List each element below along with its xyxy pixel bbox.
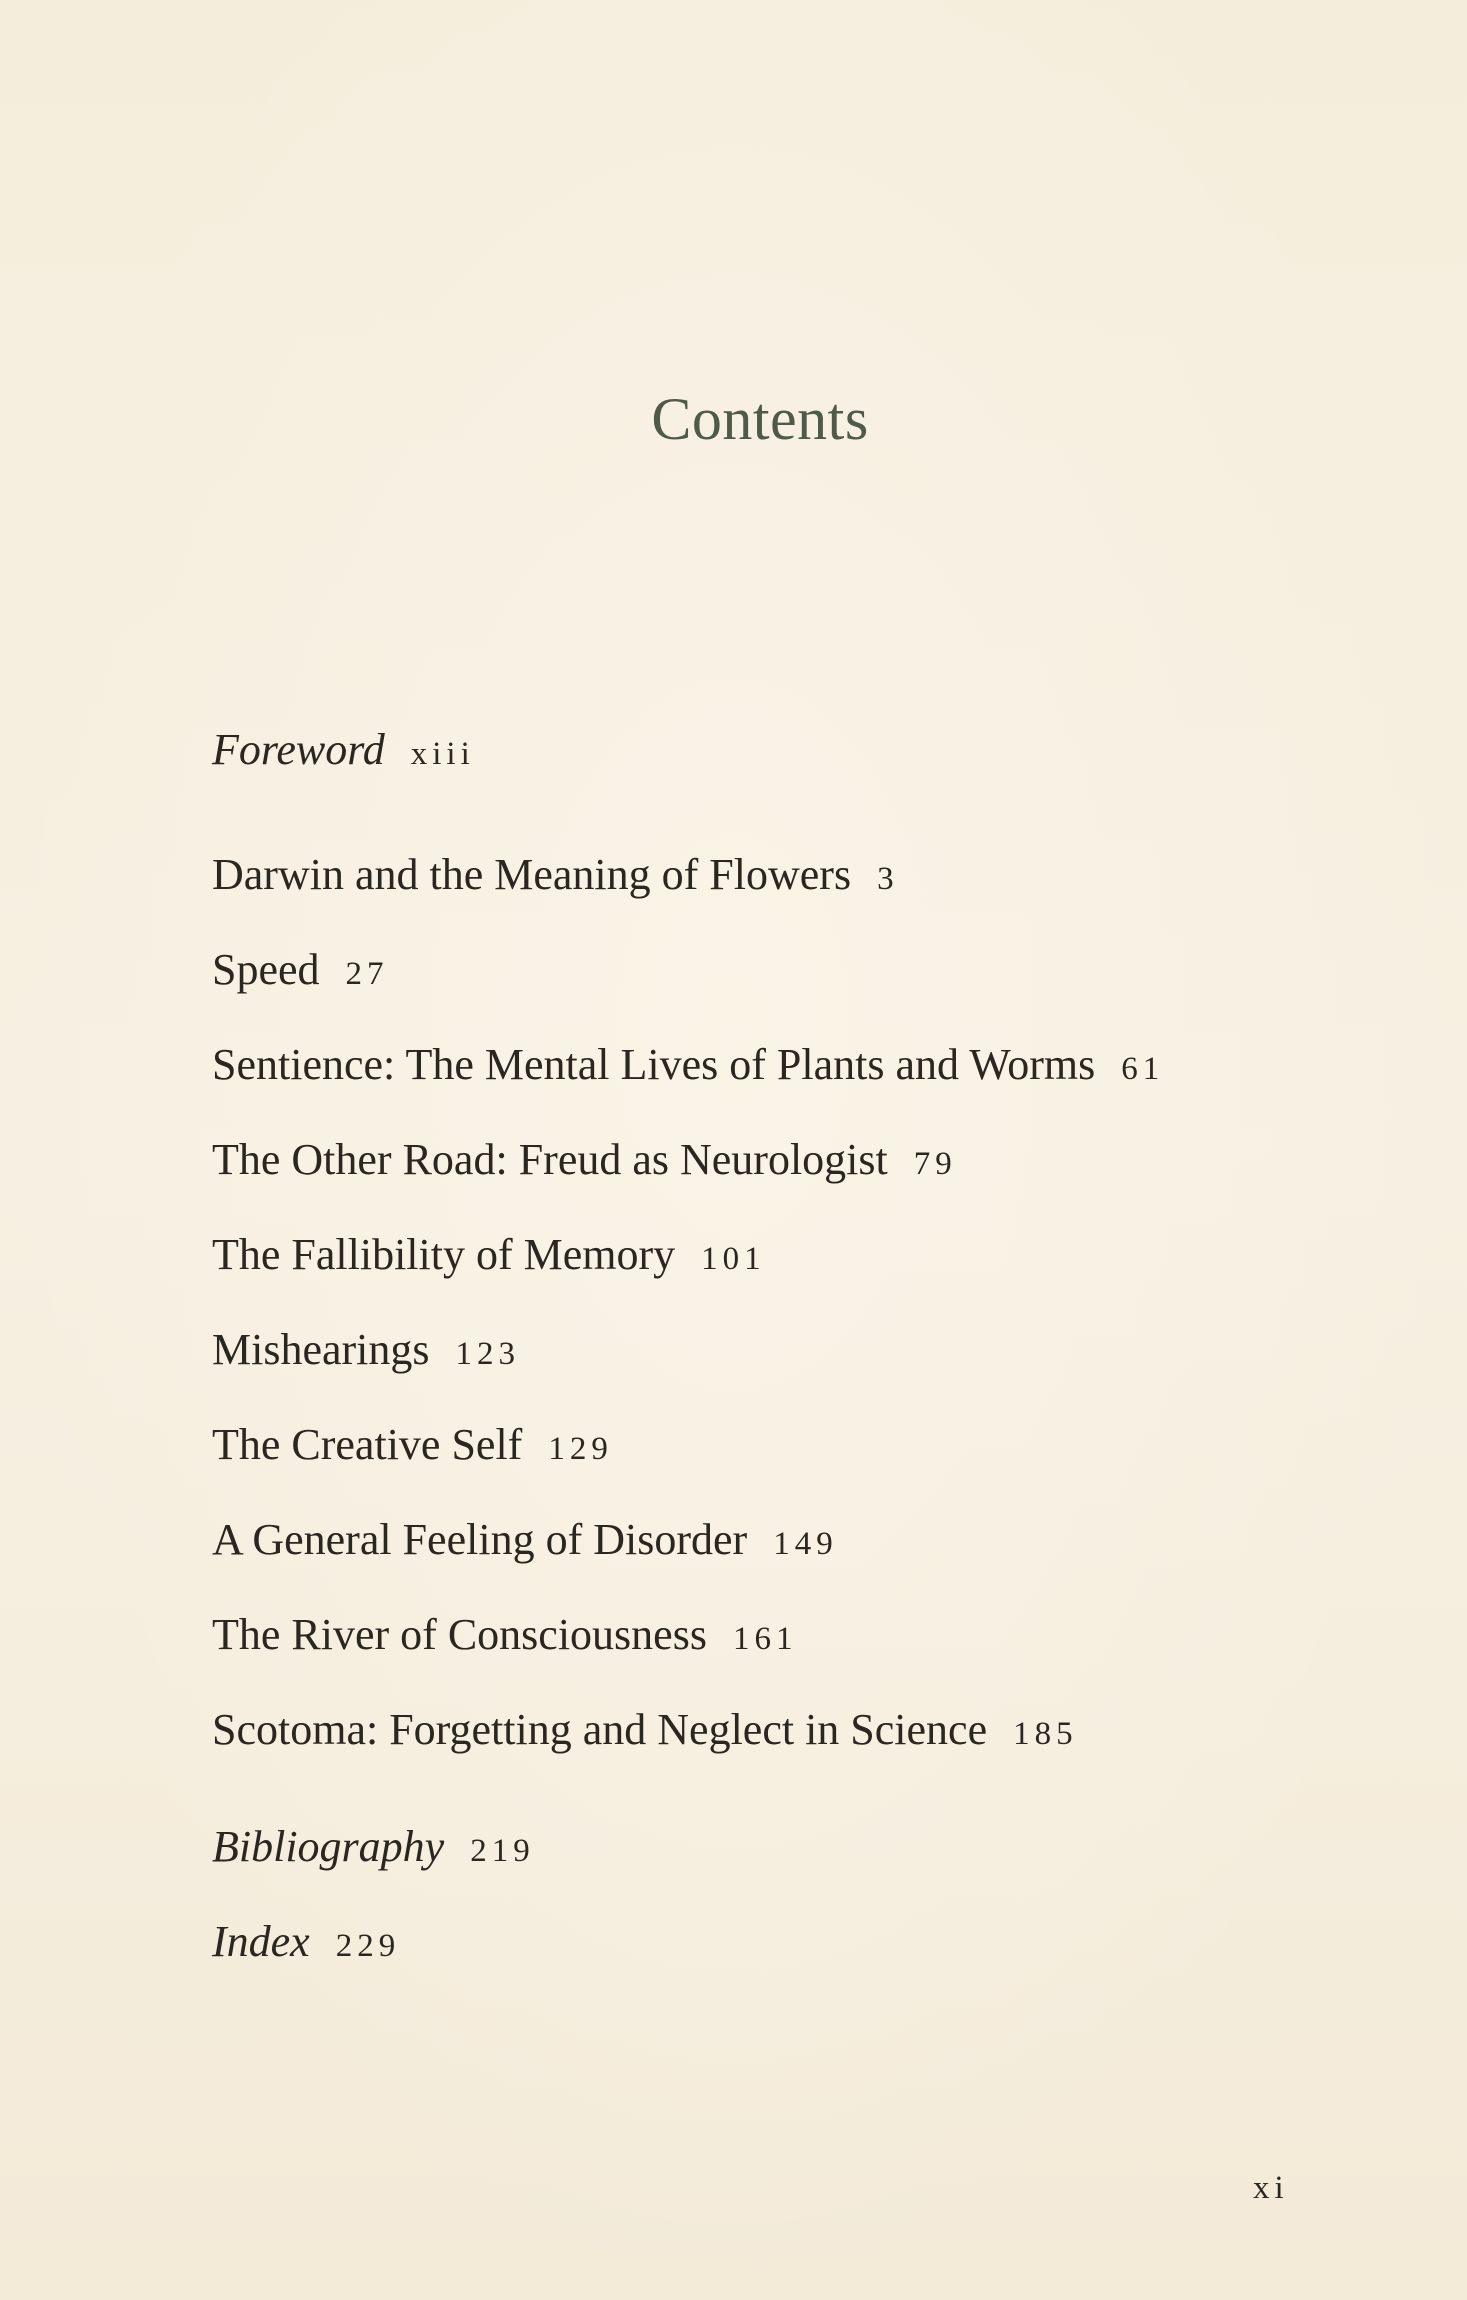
toc-entry-page: 27 [345, 956, 389, 992]
toc-entry-other-road [212, 1135, 957, 1184]
toc-entry-title: The Other Road: Freud as Neurologist [212, 1135, 888, 1184]
toc-entry-title: The Creative Self [212, 1420, 523, 1469]
toc-entry-title: The Fallibility of Memory [212, 1230, 676, 1279]
toc-entry-bibliography [212, 1822, 535, 1871]
toc-entry-page: 123 [455, 1336, 521, 1372]
toc-entry-scotoma [212, 1705, 1078, 1754]
toc-entry-title: Foreword [212, 725, 385, 774]
toc-entry-foreword [212, 725, 475, 774]
toc-entry-page: xiii [410, 736, 475, 772]
toc-entry-general-feeling [212, 1515, 838, 1564]
toc-entry-page: 3 [877, 861, 899, 897]
toc-entry-river [212, 1610, 798, 1659]
toc-entry-creative-self [212, 1420, 613, 1469]
toc-entry-title: Mishearings [212, 1325, 430, 1374]
toc-entry-page: 79 [913, 1146, 957, 1182]
toc-entry-page: 185 [1013, 1716, 1078, 1752]
page-number: xi [1253, 2170, 1289, 2206]
toc-entry-title: Index [212, 1917, 310, 1966]
toc-entry-speed [212, 945, 389, 994]
toc-entry-page: 129 [548, 1431, 613, 1467]
toc-entry-title: Speed [212, 945, 320, 994]
toc-entry-title: The River of Consciousness [212, 1610, 707, 1659]
toc-entry-title: Scotoma: Forgetting and Neglect in Science [212, 1705, 988, 1754]
toc-entry-page: 161 [732, 1621, 798, 1657]
toc-entry-page: 219 [470, 1833, 535, 1869]
toc-entry-title: Darwin and the Meaning of Flowers [212, 850, 852, 899]
toc-entry-title: A General Feeling of Disorder [212, 1515, 748, 1564]
toc-entry-title: Sentience: The Mental Lives of Plants and Worms [212, 1040, 1096, 1089]
toc-entry-index [212, 1917, 401, 1966]
toc-entry-mishearings [212, 1325, 521, 1374]
toc-entry-sentience [212, 1040, 1165, 1089]
toc-entry-fallibility [212, 1230, 766, 1279]
toc-entry-darwin [212, 850, 899, 899]
toc-entry-page: 61 [1121, 1051, 1165, 1087]
toc-entry-page: 101 [701, 1241, 766, 1277]
page-title: Contents [651, 386, 869, 452]
toc-entry-page: 229 [335, 1928, 401, 1964]
toc-entry-page: 149 [773, 1526, 838, 1562]
toc-entry-title: Bibliography [212, 1822, 445, 1871]
